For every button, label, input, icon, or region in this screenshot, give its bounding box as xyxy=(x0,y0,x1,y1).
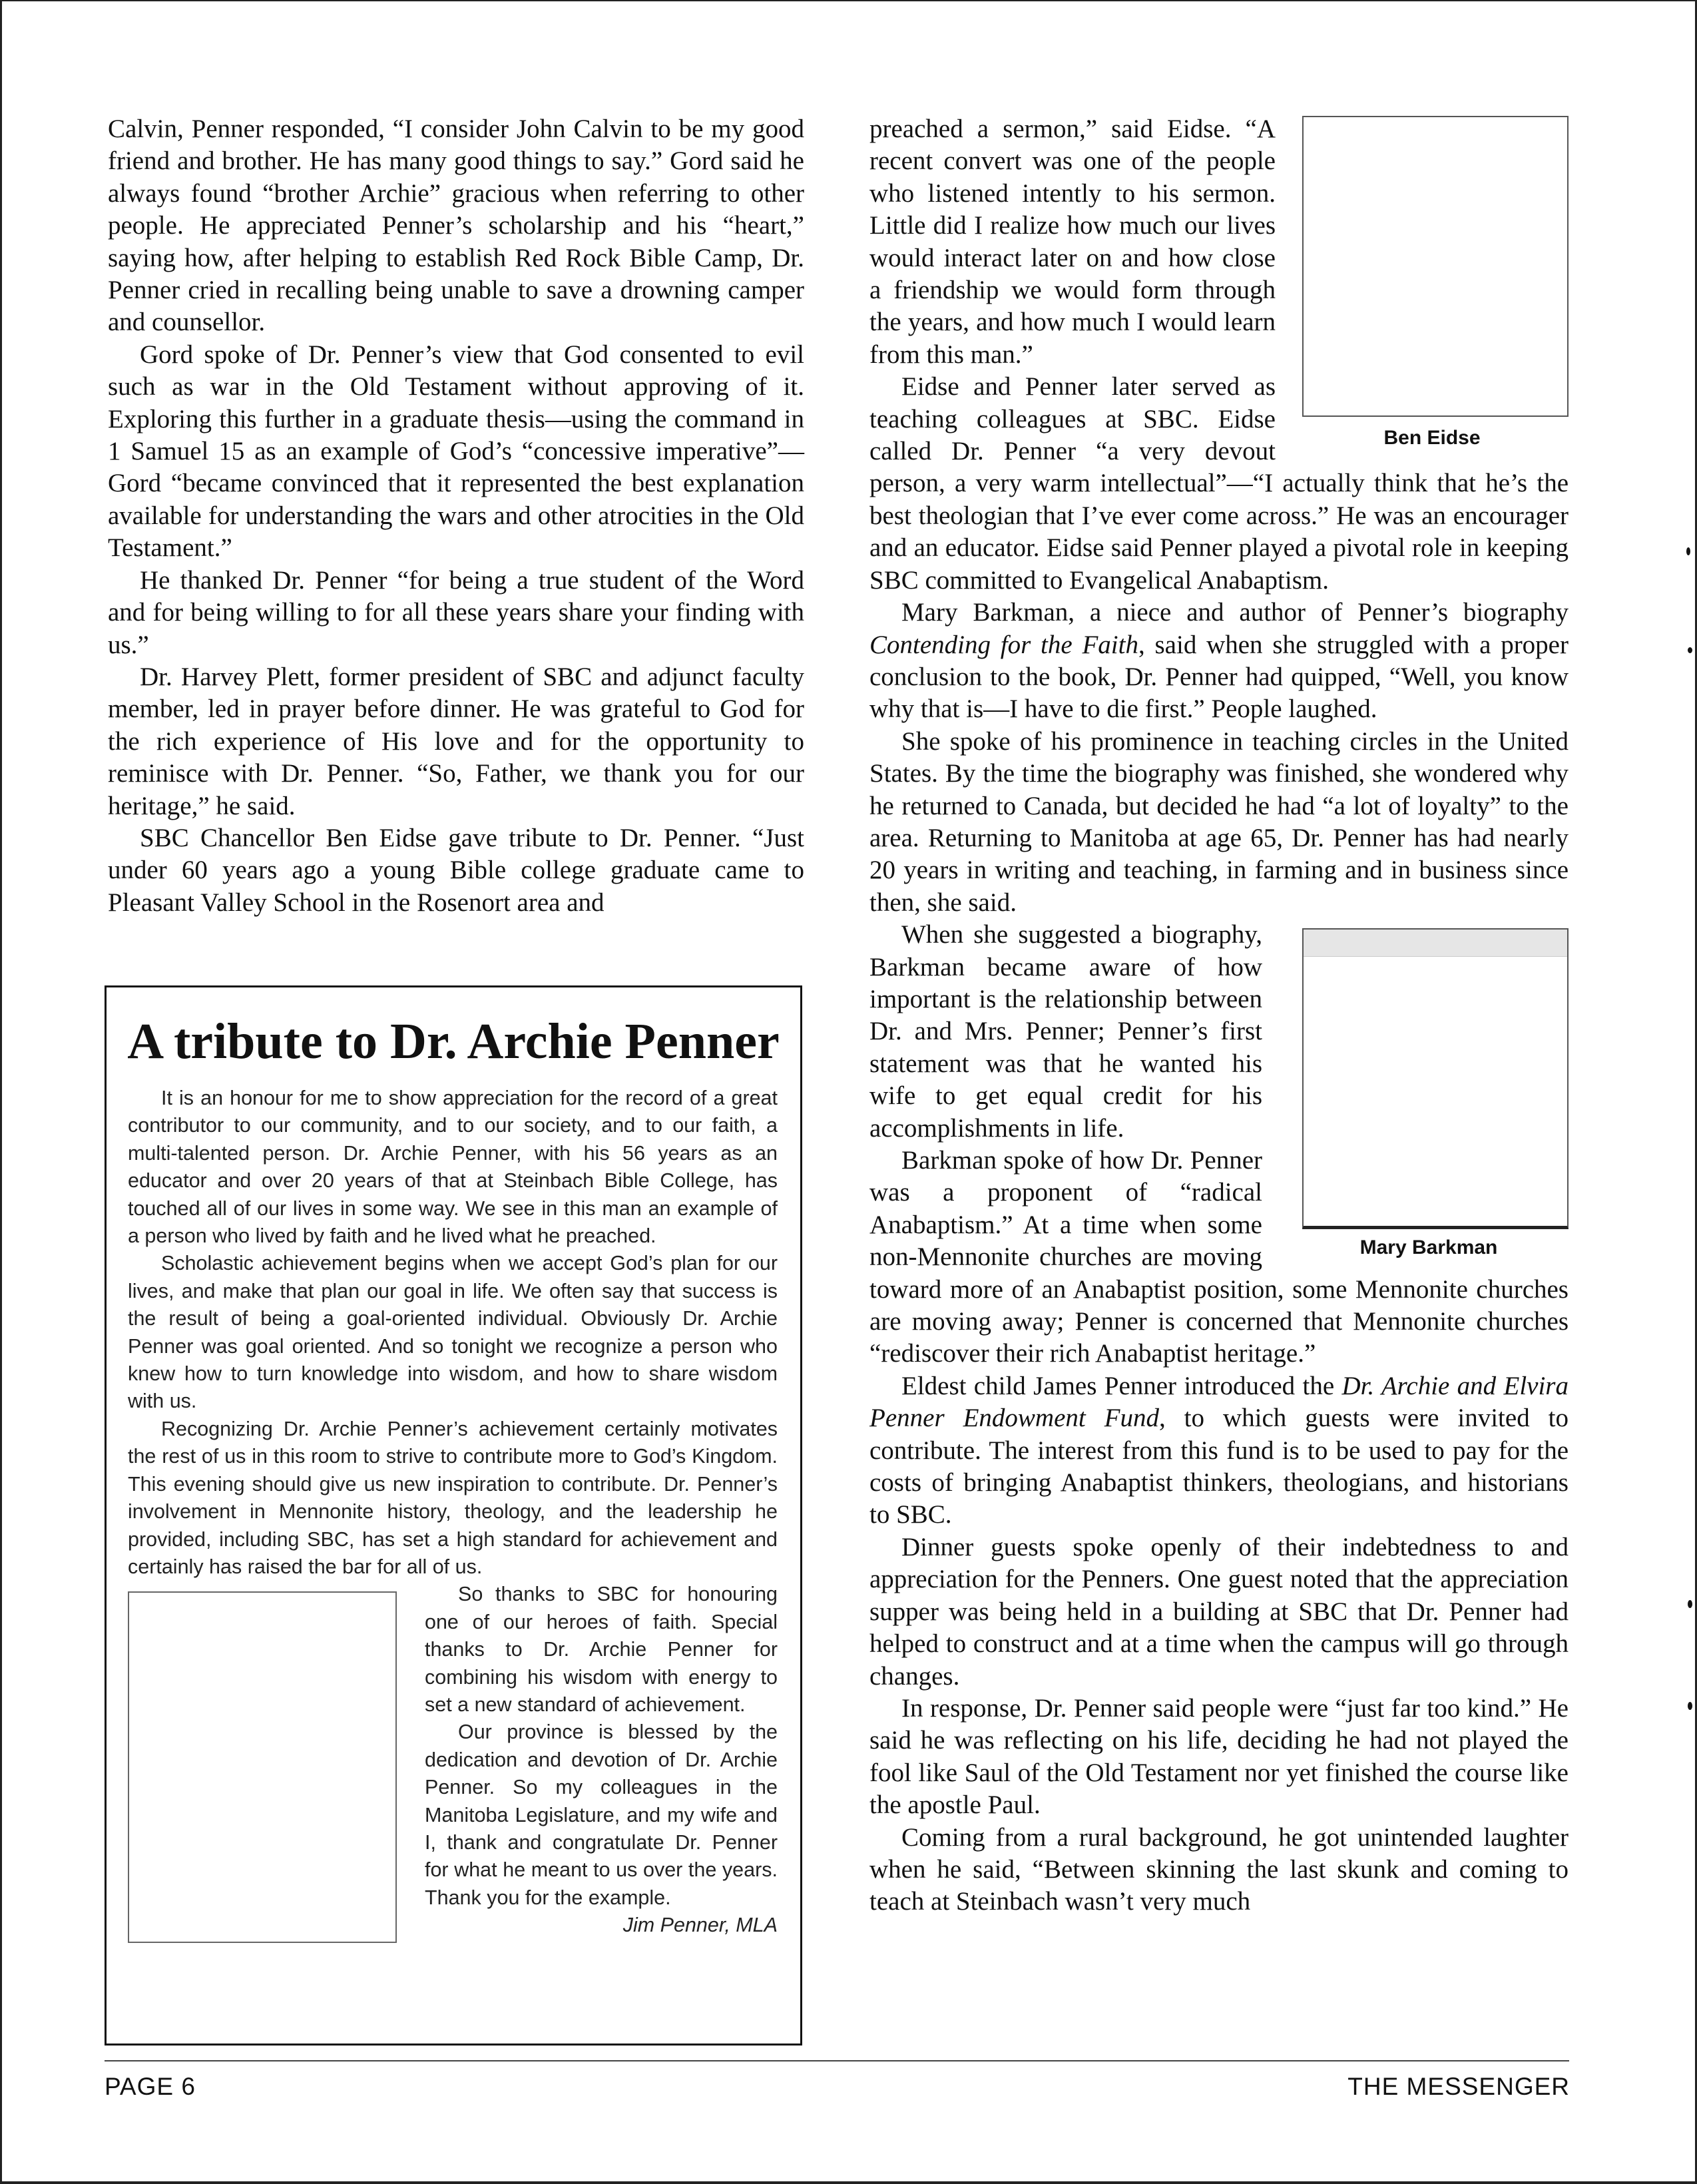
text-run: , to which guests were invited to contribute. The interest from this fund is to be used to pay for the costs of bringing Anabaptist thinkers, theologians, and historians to SBC. xyxy=(869,1404,1569,1529)
text-run: Eldest child James Penner introduced the xyxy=(901,1371,1342,1400)
tribute-paragraph: Scholastic achievement begins when we accept God’s plan for our lives, and make that plan our goal in life. We often say that success is the result of being a goal-oriented individual. Obviously Dr. Archie Penner was goal oriented. And so tonight we recognize a person who knew how to turn knowledge into wisdom, and how to share wisdom with us. xyxy=(128,1252,778,1413)
tribute-paragraph: So thanks to SBC for honouring one of our heroes of faith. Special thanks to Dr. Archie Penner for combining his wisdom with energy to set a new standard of achievement. xyxy=(425,1583,778,1716)
article-paragraph: Gord spoke of Dr. Penner’s view that God consented to evil such as war in the Old Testament without approving of it. Exploring this further in a graduate thesis—using the command in 1 Samuel 15 as an example of God’s “concessive imperative”—Gord “became convinced that it represented the best explanation available for understanding the wars and other atrocities in the Old Testament.” xyxy=(108,340,804,563)
article-paragraph: Coming from a rural background, he got unintended laughter when he said, “Between skinning the last skunk and coming to teach at Steinbach wasn’t very much xyxy=(869,1822,1569,1916)
article-paragraph xyxy=(869,1370,1569,1531)
scan-border-bottom xyxy=(0,2181,1697,2184)
text-run: , said when she struggled with a proper conclusion to the book, Dr. Penner had quipped, “Well, you know why that is—I have to die first.” People laughed. xyxy=(869,630,1569,724)
article-paragraph: Dr. Harvey Plett, former president of SBC and adjunct faculty member, led in prayer before dinner. He was grateful to God for the rich experience of His love and for the opportunity to reminisce with Dr. Penner. “So, Father, we thank you for our heritage,” he said. xyxy=(108,662,804,820)
fund-name: Dr. Archie and Elvira Penner Endowment Fund xyxy=(869,1371,1569,1433)
scan-border-top xyxy=(0,0,1697,1)
text-run: Mary Barkman, a niece and author of Penner’s biography xyxy=(901,598,1569,627)
article-paragraph: Calvin, Penner responded, “I consider John Calvin to be my good friend and brother. He has many good things to say.” Gord said he always found “brother Archie” gracious when referring to other people. He appreciated Penner’s scholarship and his “heart,” saying how, after helping to establish Red Rock Bible Camp, Dr. Penner cried in recalling being unable to save a drowning camper and counsellor. xyxy=(108,115,804,337)
mary-barkman-caption: Mary Barkman xyxy=(1359,1236,1498,1259)
scan-speck xyxy=(1686,547,1690,555)
tribute-title: A tribute to Dr. Archie Penner xyxy=(127,1013,780,1069)
tribute-paragraph: Our province is blessed by the dedication and devotion of Dr. Archie Penner. So my colleagues in the Manitoba Legislature, and my wife and I, thank and congratulate Dr. Penner for what he meant to us over the years. Thank you for the example. xyxy=(425,1721,778,1909)
article-paragraph: Barkman spoke of how Dr. Penner was a proponent of “radical Anabaptism.” At a time when some non-Mennonite churches are moving toward more of an Anabaptist position, some Mennonite churches are moving away; Penner is concerned that Mennonite churches “rediscover their rich Anabaptist heritage.” xyxy=(869,1146,1569,1368)
tribute-signature: Jim Penner, MLA xyxy=(622,1914,778,1937)
article-paragraph: She spoke of his prominence in teaching circles in the United States. By the time the biography was finished, she wondered why he returned to Canada, but decided he had “a lot of loyalty” to the area. Returning to Manitoba at age 65, Dr. Penner has had nearly 20 years in writing and teaching, in farming and in business since then, she said. xyxy=(869,726,1569,917)
footer-rule xyxy=(105,2060,1569,2061)
tribute-photo-placeholder xyxy=(128,1591,397,1943)
page-number: PAGE 6 xyxy=(105,2073,196,2100)
ben-eidse-figure xyxy=(1296,116,1569,450)
article-paragraph: When she suggested a biography, Barkman became aware of how important is the relationship between Dr. and Mrs. Penner; Penner’s first statement was that he wanted his wife to get equal credit for his accomplishments in life. xyxy=(869,920,1262,1143)
tribute-paragraph: Recognizing Dr. Archie Penner’s achievement certainly motivates the rest of us in this room to strive to contribute more to God’s Kingdom. This evening should give us new inspiration to contribute. Dr. Penner’s involvement in Mennonite history, theology, and the leadership he provided, including SBC, has set a high standard for achievement and certainly has raised the bar for all of us. xyxy=(128,1417,778,1578)
scan-speck xyxy=(1688,1600,1692,1608)
ben-eidse-photo xyxy=(1302,116,1569,417)
tribute-body xyxy=(128,1085,778,1943)
article-paragraph: In response, Dr. Penner said people were “just far too kind.” He said he was reflecting on his life, deciding he had not played the fool like Saul of the Old Testament nor yet finished the course like the apostle Paul. xyxy=(869,1693,1569,1820)
article-paragraph: SBC Chancellor Ben Eidse gave tribute to Dr. Penner. “Just under 60 years ago a young Bible college graduate came to Pleasant Valley School in the Rosenort area and xyxy=(108,823,804,917)
mary-barkman-photo xyxy=(1302,928,1569,1229)
book-title: Contending for the Faith xyxy=(869,630,1138,659)
article-paragraph: Eidse and Penner later served as teaching colleagues at SBC. Eidse called Dr. Penner “a very devout person, a very warm intellectual”—“I actually think that he’s the best theologian that I’ve ever come across.” He was an encourager and an educator. Eidse said Penner played a pivotal role in keeping SBC committed to Evangelical Anabaptism. xyxy=(869,372,1569,595)
article-paragraph: He thanked Dr. Penner “for being a true student of the Word and for being willing to for all these years share your finding with us.” xyxy=(108,565,804,659)
scan-speck xyxy=(1688,1702,1692,1710)
article-paragraph: Dinner guests spoke openly of their indebtedness to and appreciation for the Penners. One guest noted that the appreciation supper was being held in a building at SBC that Dr. Penner had helped to construct and at a time when the campus will go through changes. xyxy=(869,1532,1569,1691)
mary-barkman-figure xyxy=(1289,928,1569,1260)
ben-eidse-caption: Ben Eidse xyxy=(1383,427,1481,449)
scan-border-left xyxy=(0,0,2,2184)
publication-name: THE MESSENGER xyxy=(1347,2073,1570,2100)
left-article-column xyxy=(108,113,804,919)
tribute-paragraph: It is an honour for me to show appreciation for the record of a great contributor to our community, and to our society, and to our faith, a multi-talented person. Dr. Archie Penner, with his 56 years as an educator and over 20 years of that at Steinbach Bible College, has touched all of our lives in some way. We see in this man an example of a person who lived by faith and he lived what he preached. xyxy=(128,1087,778,1248)
article-paragraph xyxy=(869,597,1569,726)
tribute-sidebar-box xyxy=(105,985,802,2046)
right-article-column xyxy=(869,113,1569,1918)
article-paragraph: preached a sermon,” said Eidse. “A recent convert was one of the people who listened intently to his sermon. Little did I realize how much our lives would interact later on and how close a friendship we would form through the years, and how much I would learn from this man.” xyxy=(869,115,1276,369)
scan-speck xyxy=(1688,647,1692,653)
